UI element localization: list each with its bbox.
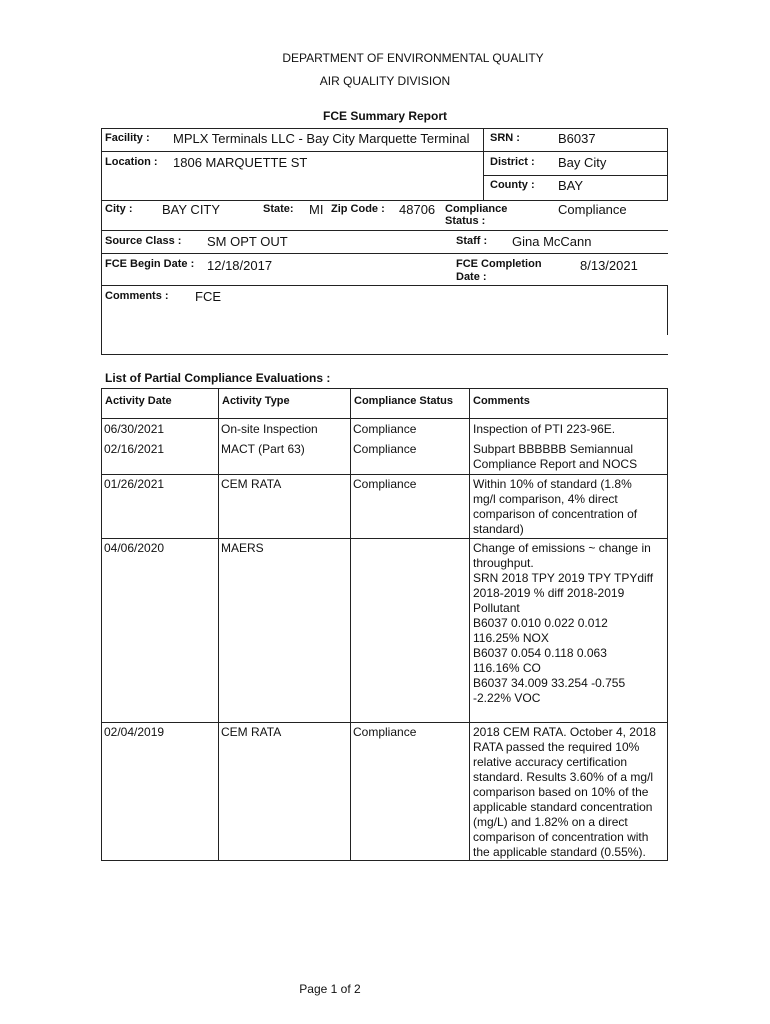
activity-type-cell: CEM RATA bbox=[221, 725, 282, 739]
facility-label: Facility : bbox=[105, 132, 150, 144]
activity-date-cell: 02/16/2021 bbox=[104, 442, 165, 456]
fce-begin-label: FCE Begin Date : bbox=[105, 258, 195, 270]
comments-cell: Inspection of PTI 223-96E. bbox=[473, 422, 616, 436]
comments-cell: 2018 CEM RATA. October 4, 2018 RATA passed the required 10% relative accuracy certification standard. Results 3.60% of a mg/l comparison based on 10% of the applicable standard concentration (mg/L) and 1.82% on a direct comparison of concentration with the applicable standard (0.55%). bbox=[473, 725, 656, 859]
district-value: Bay City bbox=[558, 155, 607, 170]
source-class-value: SM OPT OUT bbox=[207, 234, 288, 249]
compliance-status-value: Compliance bbox=[558, 202, 627, 217]
activity-type-cell: MAERS bbox=[221, 541, 264, 555]
fce-completion-label-line2: Date : bbox=[456, 271, 487, 283]
activity-date-cell: 06/30/2021 bbox=[104, 422, 165, 436]
state-label: State: bbox=[263, 203, 294, 215]
column-header-activity-date: Activity Date bbox=[105, 395, 172, 407]
zip-label: Zip Code : bbox=[331, 203, 385, 215]
comments-cell: Within 10% of standard (1.8% mg/l comparison, 4% direct comparison of concentration of standard) bbox=[473, 477, 638, 536]
fce-completion-value: 8/13/2021 bbox=[580, 258, 638, 273]
location-label: Location : bbox=[105, 156, 158, 168]
zip-value: 48706 bbox=[399, 202, 436, 217]
comments-cell: Change of emissions ~ change in throughput. SRN 2018 TPY 2019 TPY TPYdiff 2018-2019 % diff 2018-2019 Pollutant B6037 0.010 0.022 0.012 116.25% NOX B6037 0.054 0.118 0.063 116.16% CO B6037 34.009 33.254 -0.755 -2.22% VOC bbox=[473, 541, 654, 705]
activity-date-cell: 04/06/2020 bbox=[104, 541, 165, 555]
fce-completion-label-line1: FCE Completion bbox=[456, 258, 542, 270]
column-header-activity-type: Activity Type bbox=[222, 395, 290, 407]
department-heading: DEPARTMENT OF ENVIRONMENTAL QUALITY bbox=[282, 51, 544, 65]
activity-date-cell: 02/04/2019 bbox=[104, 725, 165, 739]
srn-value: B6037 bbox=[558, 131, 596, 146]
activity-type-cell: MACT (Part 63) bbox=[221, 442, 305, 456]
compliance-status-cell: Compliance bbox=[353, 422, 417, 436]
county-value: BAY bbox=[558, 178, 584, 193]
column-header-compliance-status: Compliance Status bbox=[354, 395, 454, 407]
activity-type-cell: On-site Inspection bbox=[221, 422, 318, 436]
activity-date-cell: 01/26/2021 bbox=[104, 477, 165, 491]
division-heading: AIR QUALITY DIVISION bbox=[319, 74, 451, 88]
compliance-status-label-line1: Compliance bbox=[445, 203, 508, 215]
fce-begin-value: 12/18/2017 bbox=[207, 258, 273, 273]
city-value: BAY CITY bbox=[162, 202, 221, 217]
compliance-status-label-line2: Status : bbox=[445, 215, 486, 227]
activity-type-cell: CEM RATA bbox=[221, 477, 282, 491]
compliance-status-cell: Compliance bbox=[353, 725, 417, 739]
comments-value: FCE bbox=[195, 289, 221, 304]
compliance-status-cell: Compliance bbox=[353, 442, 417, 456]
district-label: District : bbox=[490, 156, 535, 168]
source-class-label: Source Class : bbox=[105, 235, 182, 247]
column-header-comments: Comments bbox=[473, 395, 530, 407]
comments-label: Comments : bbox=[105, 290, 169, 302]
staff-value: Gina McCann bbox=[512, 234, 592, 249]
staff-label: Staff : bbox=[456, 235, 488, 247]
county-label: County : bbox=[490, 179, 535, 191]
city-label: City : bbox=[105, 203, 133, 215]
page-number: Page 1 of 2 bbox=[299, 982, 361, 996]
compliance-status-cell: Compliance bbox=[353, 477, 417, 491]
comments-cell: Subpart BBBBBB Semiannual Compliance Report and NOCS bbox=[473, 442, 638, 471]
report-title: FCE Summary Report bbox=[322, 109, 448, 123]
facility-value: MPLX Terminals LLC - Bay City Marquette Terminal bbox=[173, 131, 470, 146]
location-value: 1806 MARQUETTE ST bbox=[173, 155, 308, 170]
srn-label: SRN : bbox=[490, 132, 520, 144]
state-value: MI bbox=[309, 202, 324, 217]
pce-title: List of Partial Compliance Evaluations : bbox=[105, 371, 331, 385]
